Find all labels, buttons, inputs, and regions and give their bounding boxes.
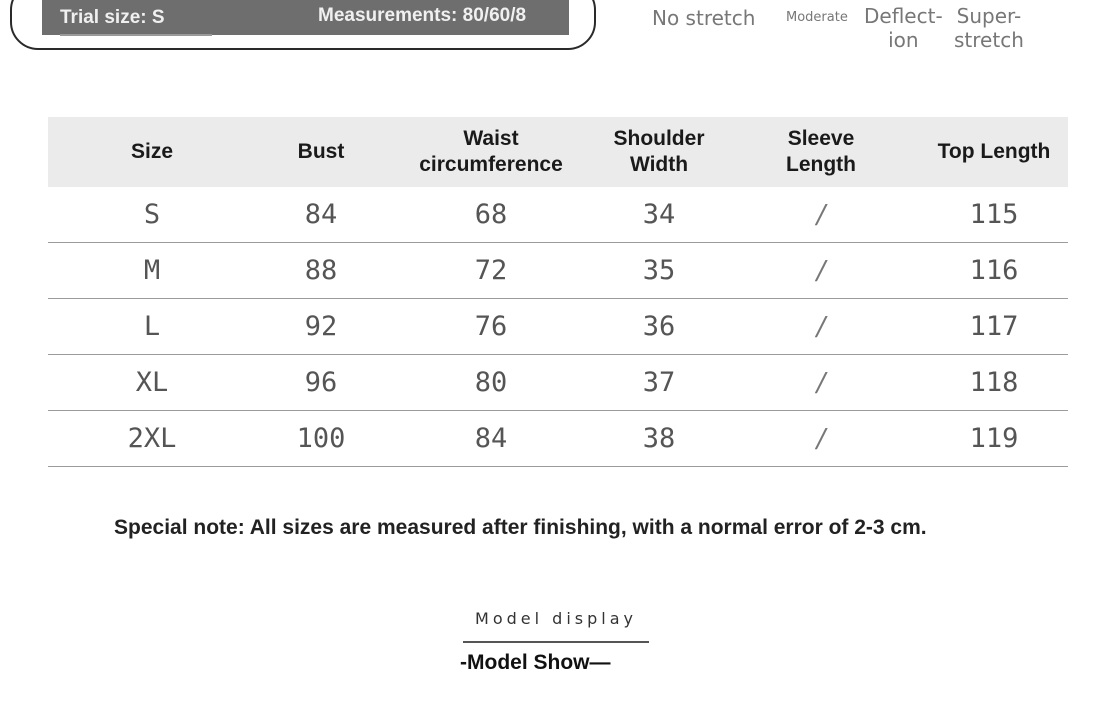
trial-size-banner xyxy=(42,0,569,35)
table-row xyxy=(48,355,1068,411)
model-display-label: Model display xyxy=(475,609,637,628)
table-row xyxy=(48,299,1068,355)
stretch-no-stretch: No stretch xyxy=(652,6,756,30)
header-size: Size xyxy=(48,117,256,187)
header-sleeve-length: Sleeve Length xyxy=(722,117,920,187)
model-divider xyxy=(463,641,649,643)
cell-top-length: 117 xyxy=(920,299,1068,355)
cell-sleeve: / xyxy=(722,299,920,355)
cell-bust: 84 xyxy=(256,187,386,243)
special-note: Special note: All sizes are measured after finishing, with a normal error of 2-3 cm. xyxy=(114,516,927,539)
cell-size: XL xyxy=(48,355,256,411)
cell-shoulder: 37 xyxy=(596,355,722,411)
table-header-row xyxy=(48,117,1068,187)
cell-size: S xyxy=(48,187,256,243)
measurements-label: Measurements: 80/60/8 xyxy=(318,5,527,26)
cell-top-length: 119 xyxy=(920,411,1068,467)
model-show-heading: -Model Show— xyxy=(460,651,611,674)
header-bust: Bust xyxy=(256,117,386,187)
cell-top-length: 116 xyxy=(920,243,1068,299)
stretch-deflection: Deflect- ion xyxy=(864,4,943,52)
cell-shoulder: 36 xyxy=(596,299,722,355)
size-chart-table xyxy=(48,117,1068,467)
cell-waist: 80 xyxy=(386,355,596,411)
stretch-moderate: Moderate xyxy=(786,10,848,25)
stretch-super-stretch: Super- stretch xyxy=(954,4,1024,52)
header-top-length: Top Length xyxy=(920,117,1068,187)
cell-bust: 100 xyxy=(256,411,386,467)
cell-sleeve: / xyxy=(722,187,920,243)
cell-size: L xyxy=(48,299,256,355)
cell-top-length: 115 xyxy=(920,187,1068,243)
cell-shoulder: 35 xyxy=(596,243,722,299)
header-shoulder-width: Shoulder Width xyxy=(596,117,722,187)
cell-size: M xyxy=(48,243,256,299)
cell-bust: 88 xyxy=(256,243,386,299)
cell-waist: 68 xyxy=(386,187,596,243)
cell-shoulder: 38 xyxy=(596,411,722,467)
cell-sleeve: / xyxy=(722,411,920,467)
banner-underline xyxy=(60,34,212,36)
cell-sleeve: / xyxy=(722,243,920,299)
table-row xyxy=(48,243,1068,299)
table-row xyxy=(48,187,1068,243)
cell-bust: 92 xyxy=(256,299,386,355)
cell-top-length: 118 xyxy=(920,355,1068,411)
cell-waist: 72 xyxy=(386,243,596,299)
cell-waist: 84 xyxy=(386,411,596,467)
trial-size-label: Trial size: S xyxy=(60,7,165,28)
table-row xyxy=(48,411,1068,467)
cell-bust: 96 xyxy=(256,355,386,411)
header-waist: Waist circumference xyxy=(386,117,596,187)
cell-sleeve: / xyxy=(722,355,920,411)
cell-size: 2XL xyxy=(48,411,256,467)
cell-waist: 76 xyxy=(386,299,596,355)
cell-shoulder: 34 xyxy=(596,187,722,243)
